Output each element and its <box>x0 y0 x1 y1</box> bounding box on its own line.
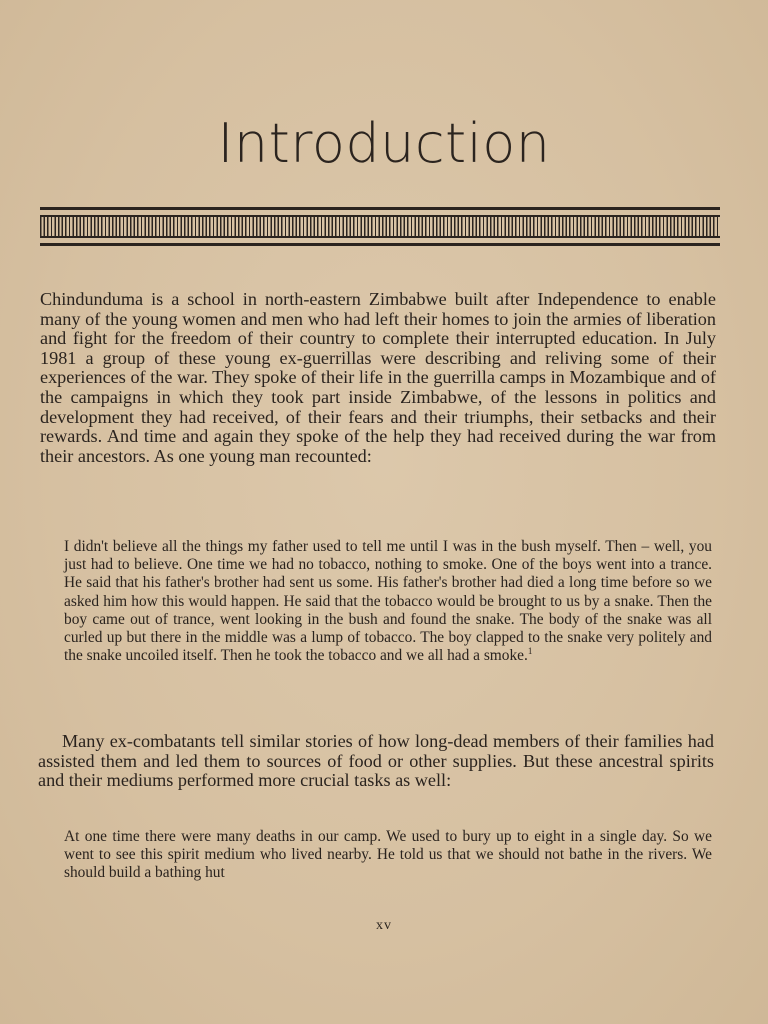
page-number: xv <box>376 918 392 933</box>
footnote-mark: 1 <box>527 646 533 657</box>
second-paragraph: Many ex-combatants tell similar stories of how long-dead members of their families had assisted them and led them to sources of food or other supplies. But these ancestral spirits and their mediums performed more crucial tasks as well: <box>38 731 714 791</box>
quotation-block-2: At one time there were many deaths in our camp. We used to bury up to eight in a single day. So we went to see this spirit medium who lived nearby. He told us that we should not bathe in the rivers. We should build a bathing hut <box>64 828 712 882</box>
page-title: Introduction <box>217 112 551 175</box>
rule-hatch-bottom-border <box>40 236 720 238</box>
rule-hatch-pattern <box>40 217 720 236</box>
intro-paragraph: Chindunduma is a school in north-eastern Zimbabwe built after Independence to enable many of the young women and men who had left their homes to join the armies of liberation and fight for the freedom of their country to complete their interrupted education. In July 1981 a group of these young ex-guerrillas were describing and reliving some of their experiences of the war. They spoke of their life in the guerrilla camps in Mozambique and of the campaigns in which they took part inside Zimbabwe, of the lessons in politics and development they had received, of their fears and their triumphs, their setbacks and their rewards. And time and again they spoke of the help they had received during the war from their ancestors. As one young man recounted: <box>40 289 716 466</box>
rule-bottom-line <box>40 243 720 246</box>
quotation-1-text: I didn't believe all the things my father used to tell me until I was in the bush myself. Then – well, you just had to believe. One time we had no tobacco, nothing to smoke. One of the boys went into a trance. He said that his father's brother had sent us some. His father's brother had died a long time before so we asked him how this would happen. He said that the tobacco would be brought to us by a snake. Then the boy came out of trance, went looking in the bush and found the snake. The body of the snake was all curled up but there in the middle was a lump of tobacco. The boy clapped to the snake very politely and the snake uncoiled itself. Then he took the tobacco and we all had a smoke. <box>64 538 712 665</box>
quotation-block-1 <box>64 538 712 665</box>
decorative-rule <box>40 207 720 247</box>
rule-top-line <box>40 207 720 210</box>
